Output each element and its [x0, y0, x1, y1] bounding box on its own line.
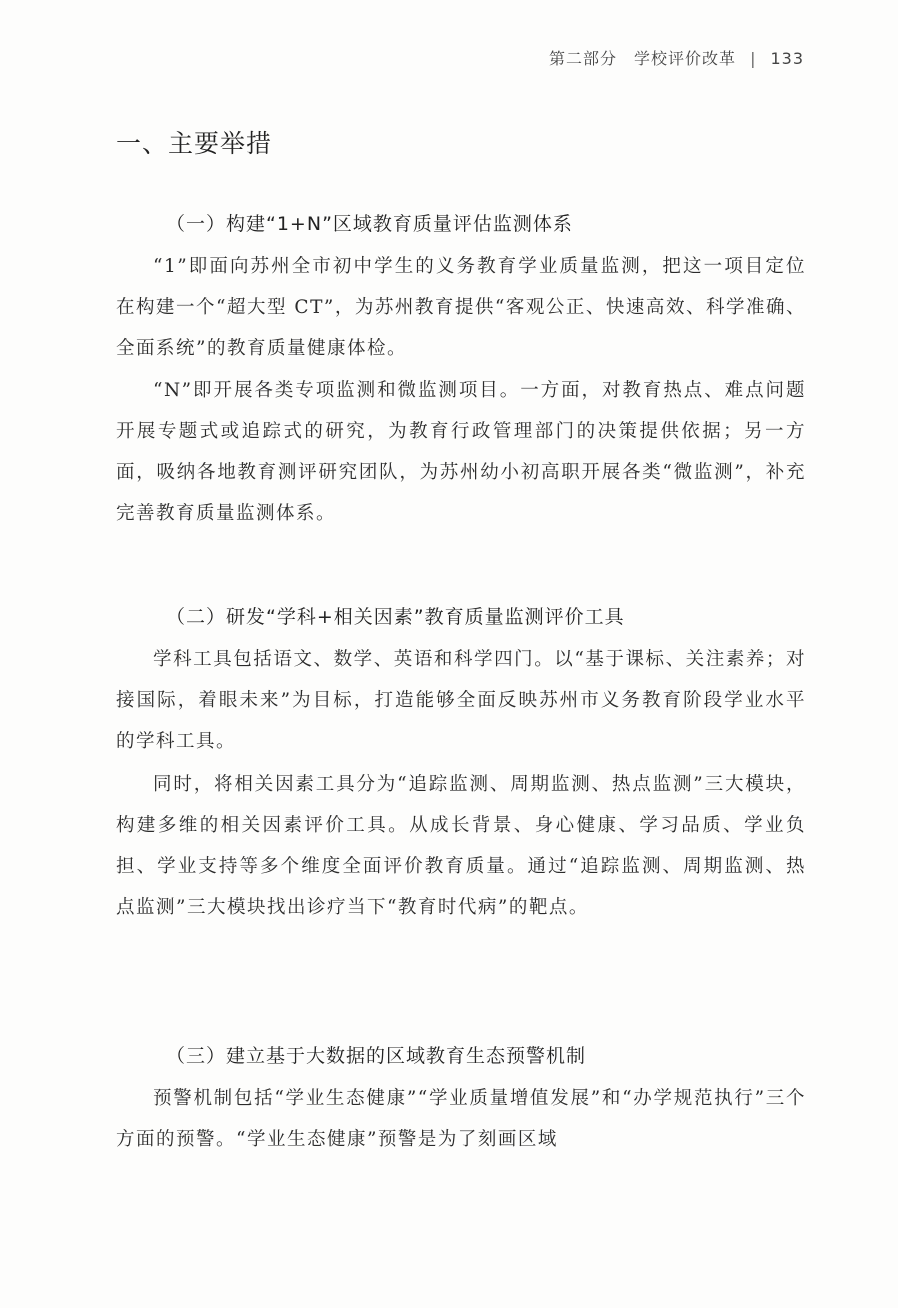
paragraph: “N”即开展各类专项监测和微监测项目。一方面，对教育热点、难点问题开展专题式或追踪式的研究，为教育行政管理部门的决策提供依据；另一方面，吸纳各地教育测评研究团队，为苏州幼小初高职开展各类“微监测”，补充完善教育质量监测体系。 — [116, 380, 806, 524]
paragraph: “1”即面向苏州全市初中学生的义务教育学业质量监测，把这一项目定位在构建一个“超大型 CT”，为苏州教育提供“客观公正、快速高效、科学准确、全面系统”的教育质量健康体检。 — [116, 256, 806, 359]
subsection-title-2: （二）研发“学科+相关因素”教育质量监测评价工具 — [166, 606, 625, 628]
subsection-title-1: （一）构建“1+N”区域教育质量评估监测体系 — [166, 213, 573, 235]
section-title: 一、主要举措 — [116, 129, 273, 158]
running-head-part: 第二部分 — [549, 49, 618, 68]
running-head-separator: | — [750, 49, 757, 68]
paragraph: 学科工具包括语文、数学、英语和科学四门。以“基于课标、关注素养；对接国际，着眼未来”为目标，打造能够全面反映苏州市义务教育阶段学业水平的学科工具。 — [116, 649, 806, 752]
paragraph: 预警机制包括“学业生态健康”“学业质量增值发展”和“办学规范执行”三个方面的预警。“学业生态健康”预警是为了刻画区域 — [116, 1088, 806, 1150]
paragraph: 同时，将相关因素工具分为“追踪监测、周期监测、热点监测”三大模块，构建多维的相关因素评价工具。从成长背景、身心健康、学习品质、学业负担、学业支持等多个维度全面评价教育质量。通过“追踪监测、周期监测、热点监测”三大模块找出诊疗当下“教育时代病”的靶点。 — [116, 774, 806, 918]
running-head-chapter: 学校评价改革 — [634, 49, 737, 68]
page-number: 133 — [770, 49, 804, 68]
subsection-title-3: （三）建立基于大数据的区域教育生态预警机制 — [166, 1045, 587, 1067]
running-head — [549, 46, 804, 69]
